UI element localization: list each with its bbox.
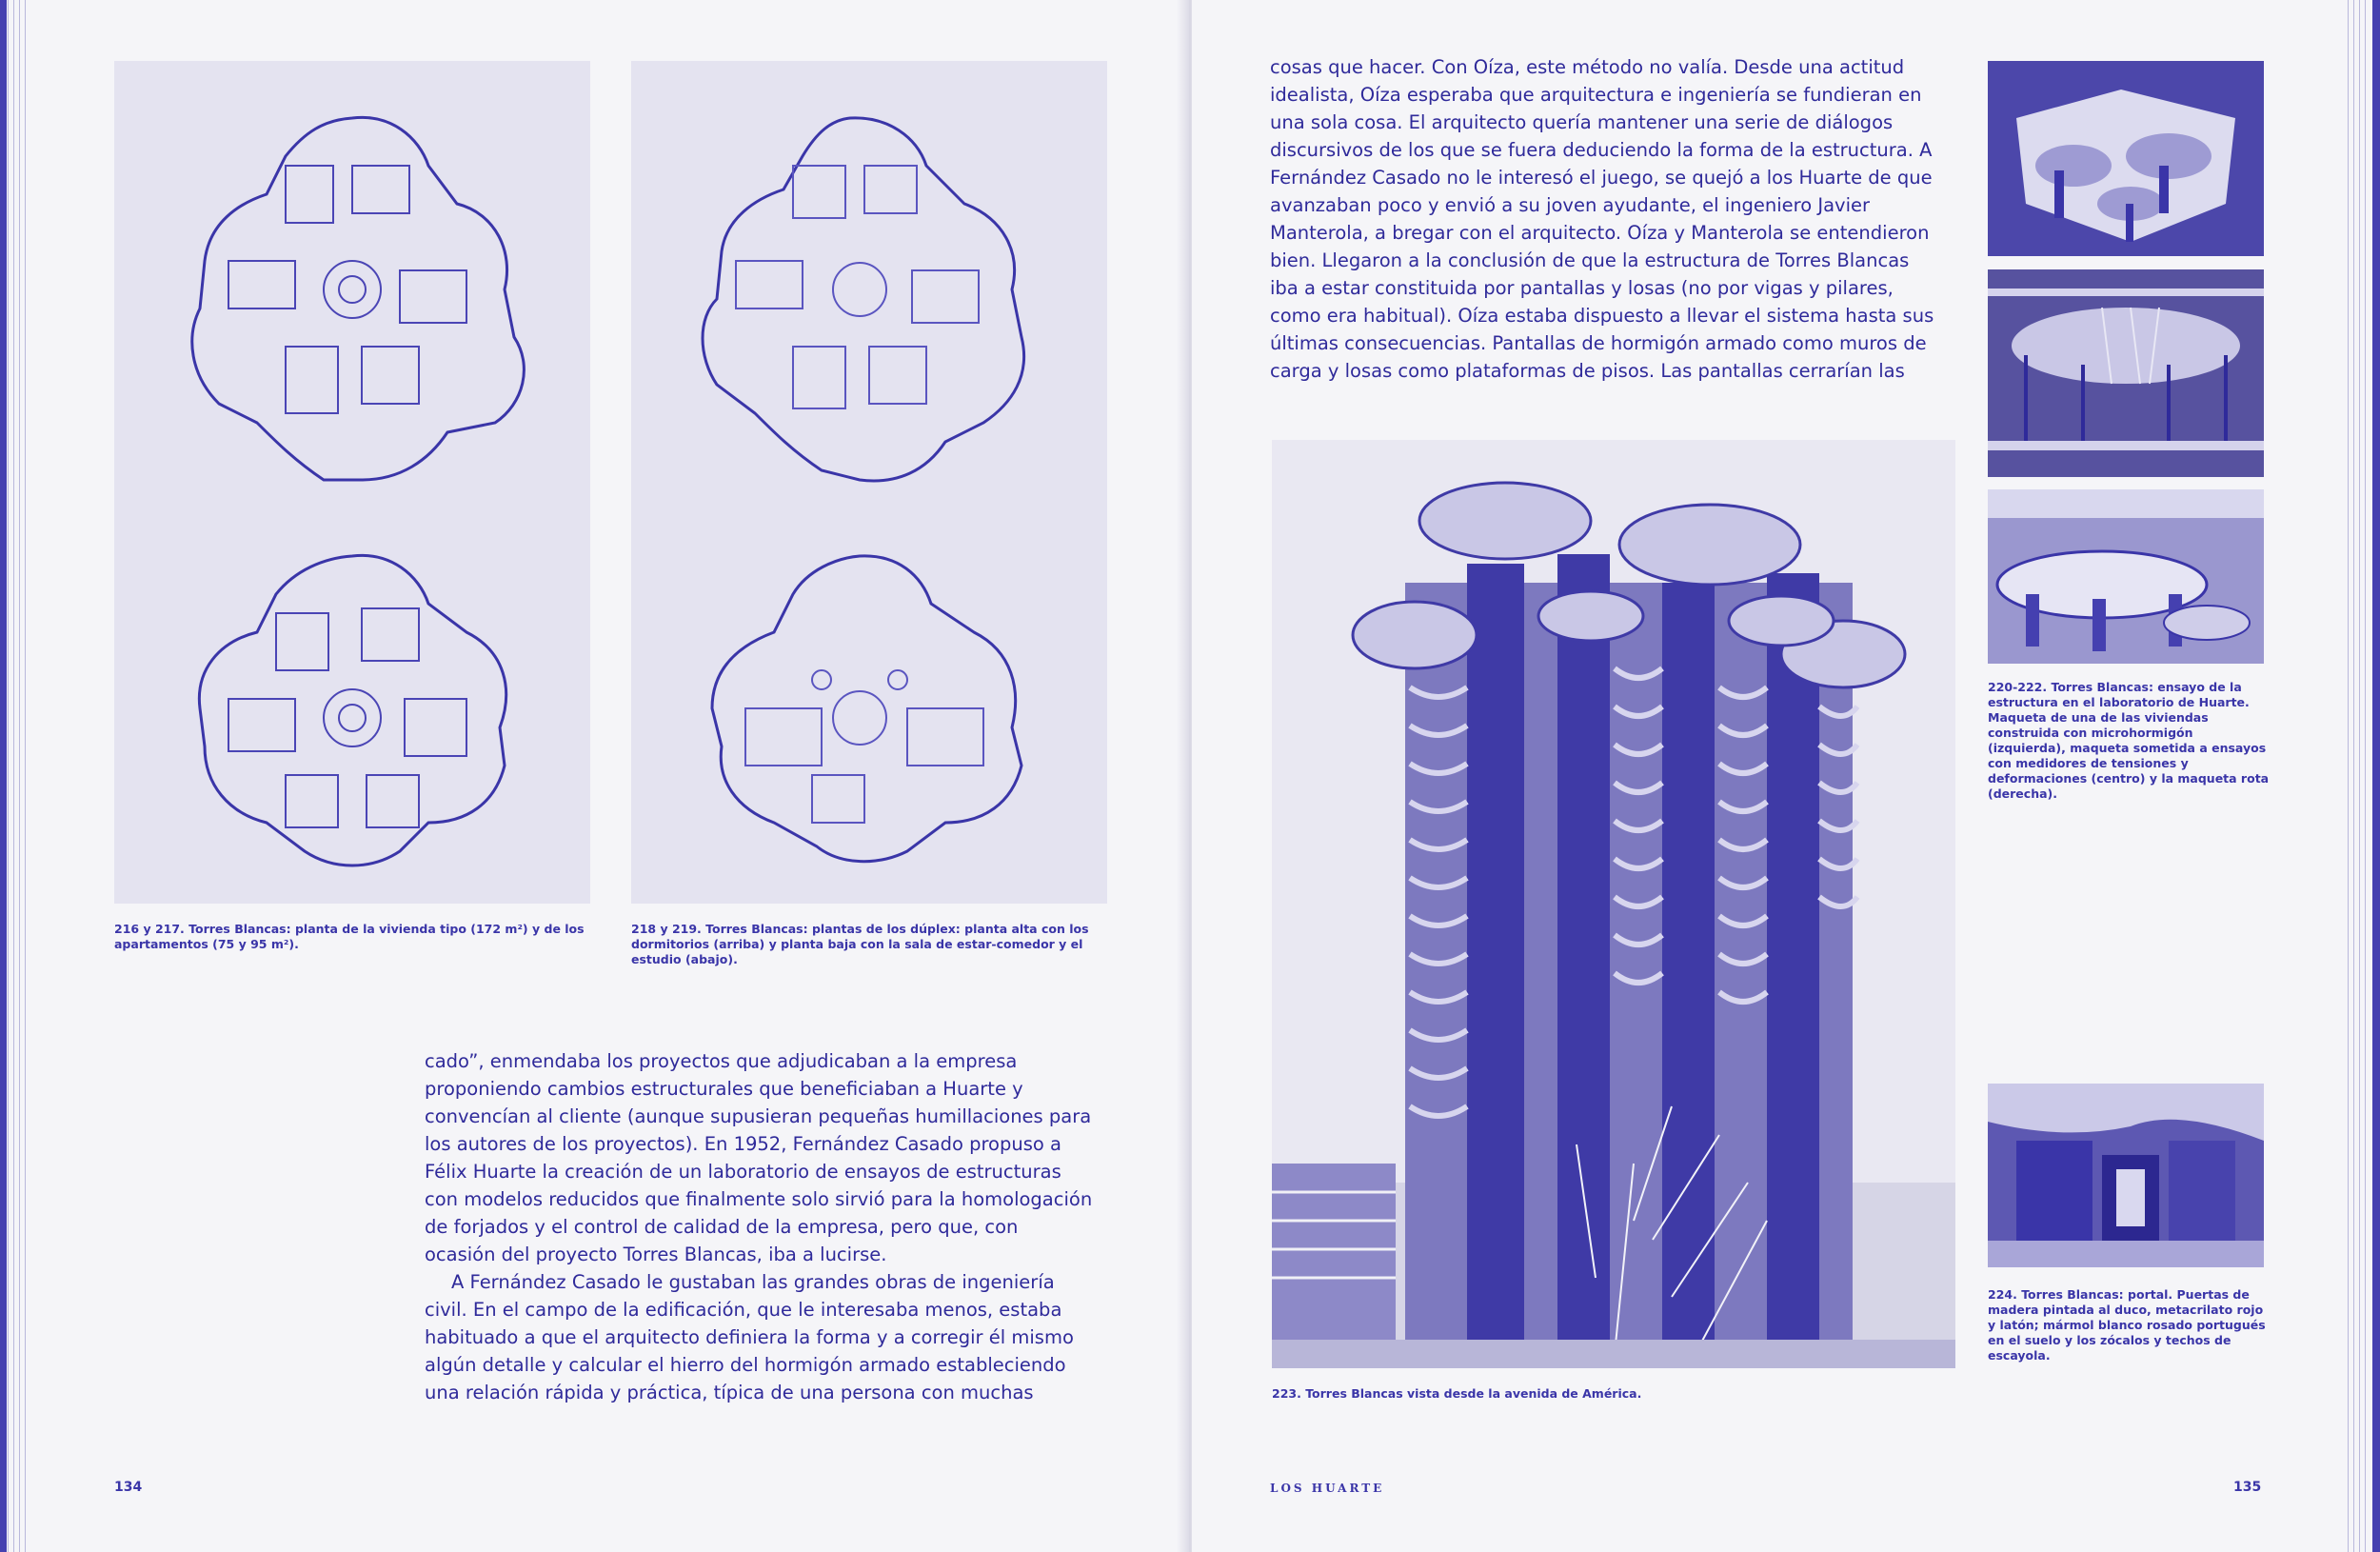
left-paragraph-2: A Fernández Casado le gustaban las grandes obras de ingeniería civil. En el campo de la edificación, que le interesaba menos, estaba habituado a que el arquitecto definiera la forma y a corregir él mismo algún detalle y calcular el hierro del hormigón armado estableciendo una relación rápida y práctica, típica de una persona con muchas (425, 1271, 1074, 1403)
floor-plans-216-217 (114, 61, 590, 904)
portal-illustration (1988, 1084, 2264, 1267)
left-page-stack (8, 0, 30, 1552)
page-number-left: 134 (114, 1480, 143, 1495)
floor-plans-218-219 (631, 61, 1107, 904)
caption-224: 224. Torres Blancas: portal. Puertas de madera pintada al duco, metacrilato rojo y latón; mármol blanco rosado portugués en el suelo y los zócalos y techos de escayola. (1988, 1287, 2266, 1363)
right-book-edge (2372, 0, 2380, 1552)
right-page-stack (2348, 0, 2370, 1552)
photo-model-microconcrete (1988, 61, 2264, 256)
page-number-right: 135 (2233, 1480, 2262, 1495)
right-paragraph-1: cosas que hacer. Con Oíza, este método no valía. Desde una actitud idealista, Oíza esperaba que arquitectura e ingeniería se fundieran en una sola cosa. El arquitecto quería mantener una serie de diálogos discursivos de los que se fuera deduciendo la forma de la estructura. A Fernández Casado no le interesó el juego, se quejó a los Huarte de que avanzaban poco y envió a su joven ayudante, el ingeniero Javier Manterola, a bregar con el arquitecto. Oíza y Manterola se entendieron bien. Llegaron a la conclusión de que la estructura de Torres Blancas iba a estar constituida por pantallas y losas (no por vigas y pilares, como era habitual). Oíza estaba dispuesto a llevar el sistema hasta sus últimas consecuencias. Pantallas de hormigón armado como muros de carga y losas como plataformas de pisos. Las pantallas cerrarían las (1270, 56, 1934, 382)
model-illustration-1 (1988, 61, 2264, 256)
photo-model-stress-test (1988, 269, 2264, 477)
left-paragraph-1: cado”, enmendaba los proyectos que adjudicaban a la empresa proponiendo cambios estructurales que beneficiaban a Huarte y convencían al cliente (aunque supusieran pequeñas humillaciones para los autores de los proyectos). En 1952, Fernández Casado propuso a Félix Huarte la creación de un laboratorio de ensayos de estructuras con modelos reducidos que finalmente solo sirvió para la homologación de forjados y el control de calidad de la empresa, pero que, con ocasión del proyecto Torres Blancas, iba a lucirse. (425, 1050, 1093, 1265)
photo-portal-entrance (1988, 1084, 2264, 1267)
running-head: LOS HUARTE (1270, 1482, 1385, 1495)
caption-218-219: 218 y 219. Torres Blancas: plantas de los dúplex: planta alta con los dormitorios (arriba) y planta baja con la sala de estar-comedor y el estudio (abajo). (631, 922, 1089, 966)
model-illustration-2 (1988, 269, 2264, 477)
left-page (0, 0, 1188, 1552)
tower-illustration (1272, 440, 1955, 1368)
photo-torres-blancas-tower (1272, 440, 1955, 1368)
right-page (1192, 0, 2380, 1552)
left-body-text (425, 1047, 1095, 1406)
caption-220-222: 220-222. Torres Blancas: ensayo de la estructura en el laboratorio de Huarte. Maqueta de una de las viviendas construida con microhormigón (izquierda), maqueta sometida a ensayos con medidores de tensiones y deformaciones (centro) y la maqueta rota (derecha). (1988, 680, 2270, 801)
floor-plan-drawing (114, 61, 590, 904)
duplex-plan-drawing (631, 61, 1107, 904)
model-illustration-3 (1988, 489, 2264, 664)
caption-223: 223. Torres Blancas vista desde la avenida de América. (1272, 1386, 1642, 1401)
photo-model-broken (1988, 489, 2264, 664)
left-book-edge (0, 0, 7, 1552)
caption-216-217: 216 y 217. Torres Blancas: planta de la vivienda tipo (172 m²) y de los apartamentos (75 y 95 m²). (114, 922, 585, 951)
right-body-text (1270, 53, 1936, 385)
